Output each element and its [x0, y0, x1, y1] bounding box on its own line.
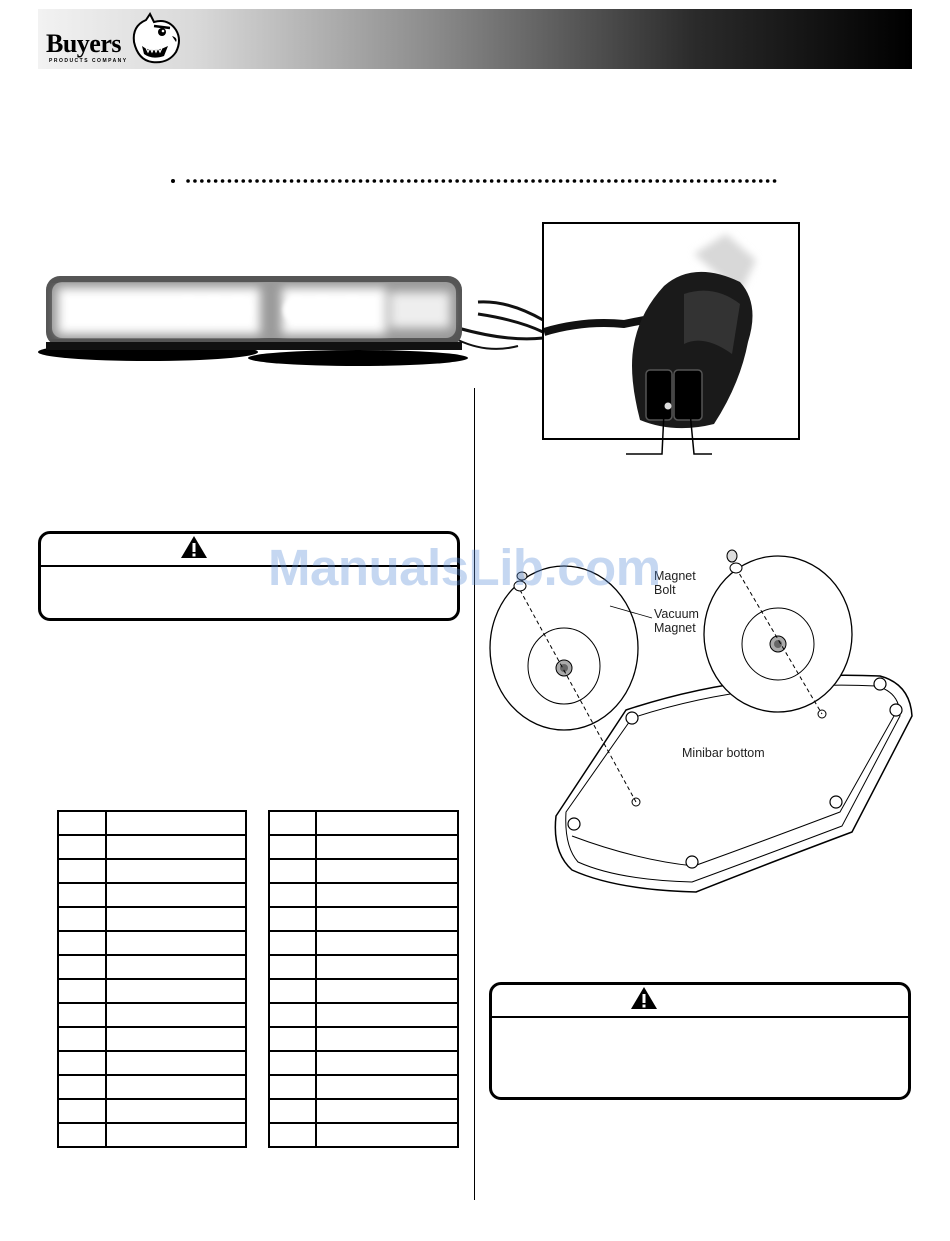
- table-row: [58, 859, 246, 883]
- table-row: [58, 907, 246, 931]
- table-row: [269, 979, 458, 1003]
- table-row: [58, 1123, 246, 1147]
- table-row: [269, 1003, 458, 1027]
- table-row: [58, 811, 246, 835]
- table-row: [269, 931, 458, 955]
- warning-box-right: [489, 982, 911, 1100]
- table-row: [269, 1027, 458, 1051]
- table-row: [269, 835, 458, 859]
- switch-plug-photo: [542, 222, 800, 440]
- table-row: [269, 859, 458, 883]
- dotted-separator: [170, 176, 782, 186]
- label-minibar-bottom: Minibar bottom: [682, 746, 765, 760]
- table-row: [269, 811, 458, 835]
- brand-logo: Buyers: [46, 29, 121, 58]
- parts-table-right: [268, 810, 459, 1148]
- table-row: [58, 1003, 246, 1027]
- warning-triangle-icon: [180, 535, 208, 559]
- watermark: ManualsLib.com: [268, 539, 661, 596]
- table-row: [269, 907, 458, 931]
- table-row: [269, 883, 458, 907]
- table-row: [58, 1051, 246, 1075]
- label-magnet-bolt: Magnet Bolt: [654, 569, 696, 597]
- label-vacuum-magnet: Vacuum Magnet: [654, 607, 699, 635]
- table-row: [58, 1099, 246, 1123]
- table-row: [269, 1099, 458, 1123]
- minibar-light-photo: [38, 262, 548, 370]
- warning-triangle-icon: [630, 986, 658, 1010]
- bulldog-mascot-icon: [128, 12, 184, 68]
- column-divider: [474, 388, 475, 1200]
- table-row: [58, 955, 246, 979]
- table-row: [58, 835, 246, 859]
- parts-table-left: [57, 810, 247, 1148]
- switch-callout-lines: [624, 410, 716, 460]
- table-row: [269, 1123, 458, 1147]
- table-row: [58, 1027, 246, 1051]
- table-row: [269, 955, 458, 979]
- table-row: [58, 979, 246, 1003]
- table-row: [58, 931, 246, 955]
- table-row: [58, 1075, 246, 1099]
- brand-logo-subtext: PRODUCTS COMPANY: [49, 58, 128, 64]
- table-row: [269, 1051, 458, 1075]
- table-row: [58, 883, 246, 907]
- table-row: [269, 1075, 458, 1099]
